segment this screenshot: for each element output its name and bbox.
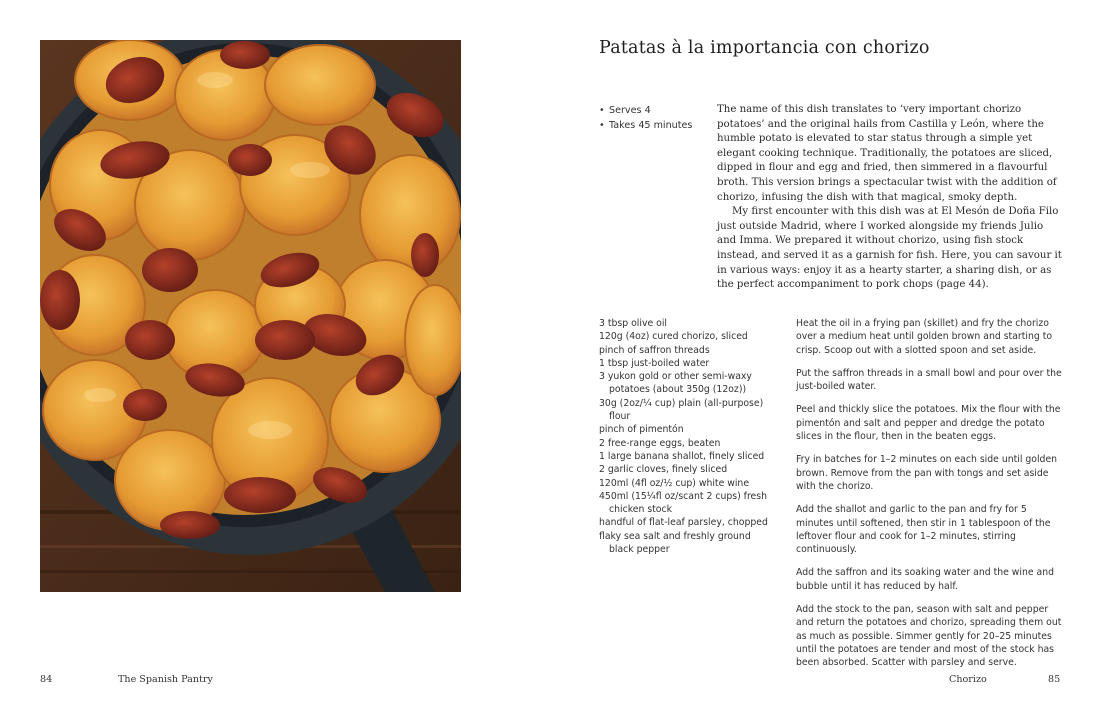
ingredient-item: 2 garlic cloves, finely sliced: [599, 464, 728, 476]
recipe-meta-list: [599, 104, 711, 133]
method-step: Add the shallot and garlic to the pan and fry for 5 minutes until softened, then stir in 1 tablespoon of the leftover flour and cook for 1–2 minutes, stirring continuously.: [796, 504, 1051, 556]
left-page-number: 84: [40, 674, 53, 685]
food-photo-icon: [40, 40, 461, 592]
servings-info: • Serves 4: [599, 104, 711, 119]
method-steps: [796, 317, 1064, 680]
ingredient-item: 1 tbsp just-boiled water: [599, 357, 710, 369]
left-running-title: The Spanish Pantry: [118, 674, 213, 685]
ingredient-item: pinch of saffron threads: [599, 344, 710, 356]
recipe-title: Patatas à la importancia con chorizo: [599, 38, 930, 58]
right-page-number: 85: [1048, 674, 1061, 685]
recipe-intro: [717, 103, 1062, 293]
ingredient-item: pinch of pimentón: [599, 424, 684, 436]
intro-paragraph: My first encounter with this dish was at El Mesón de Doña Filo just outside Madrid, where I worked alongside my friends Julio and Imma. We prepared it without chorizo, using fish stock instead, and served it as a garnish for fish. Here, you can savour it in various ways: enjoy it as a hearty starter, a sharing dish, or as the perfect accompaniment to pork chops (page 44).: [717, 206, 1062, 291]
ingredient-item: 1 large banana shallot, finely sliced: [599, 450, 765, 462]
ingredient-item: 120ml (4fl oz/½ cup) white wine: [599, 477, 750, 489]
ingredient-item: handful of flat-leaf parsley, chopped: [599, 517, 768, 529]
ingredient-item: 30g (2oz/¼ cup) plain (all-purpose) flour: [599, 397, 764, 423]
ingredients-list: [599, 317, 769, 556]
method-step: Fry in batches for 1–2 minutes on each side until golden brown. Remove from the pan with tongs and set aside with the chorizo.: [796, 454, 1058, 492]
ingredient-item: 3 tbsp olive oil: [599, 318, 668, 329]
time-info: • Takes 45 minutes: [599, 119, 711, 134]
food-photo: [40, 40, 461, 592]
ingredient-item: 120g (4oz) cured chorizo, sliced: [599, 331, 748, 343]
method-step: Add the saffron and its soaking water and the wine and bubble until it has reduced by half.: [796, 567, 1055, 592]
method-step: Peel and thickly slice the potatoes. Mix the flour with the pimentón and salt and pepper and dredge the potato slices in the flour, then in the beaten eggs.: [796, 404, 1061, 443]
ingredient-item: 450ml (15¼fl oz/scant 2 cups) fresh chicken stock: [599, 490, 768, 516]
method-step: Add the stock to the pan, season with salt and pepper and return the potatoes and chorizo, spreading them out as much as possible. Simmer gently for 20–25 minutes until the potatoes are tender and most of the stock has been absorbed. Scatter with parsley and serve.: [796, 604, 1062, 669]
ingredient-item: 2 free-range eggs, beaten: [599, 437, 721, 449]
method-step: Heat the oil in a frying pan (skillet) and fry the chorizo over a medium heat until golden brown and starting to crisp. Scoop out with a slotted spoon and set aside.: [796, 318, 1053, 356]
method-step: Put the saffron threads in a small bowl and pour over the just-boiled water.: [796, 367, 1062, 393]
right-running-title: Chorizo: [949, 674, 987, 685]
ingredient-item: flaky sea salt and freshly ground black pepper: [599, 530, 751, 556]
ingredient-item: 3 yukon gold or other semi-waxy potatoes (about 350g (12oz)): [599, 371, 752, 396]
intro-paragraph: The name of this dish translates to ‘very important chorizo potatoes’ and the original hails from Castilla y León, where the humble potato is elevated to star status through a simple yet elegant cooking technique. Traditionally, the potatoes are sliced, dipped in flour and egg and fried, then simmered in a flavourful broth. This version brings a spectacular twist with the addition of chorizo, infusing the dish with that magical, smoky depth.: [717, 104, 1057, 203]
